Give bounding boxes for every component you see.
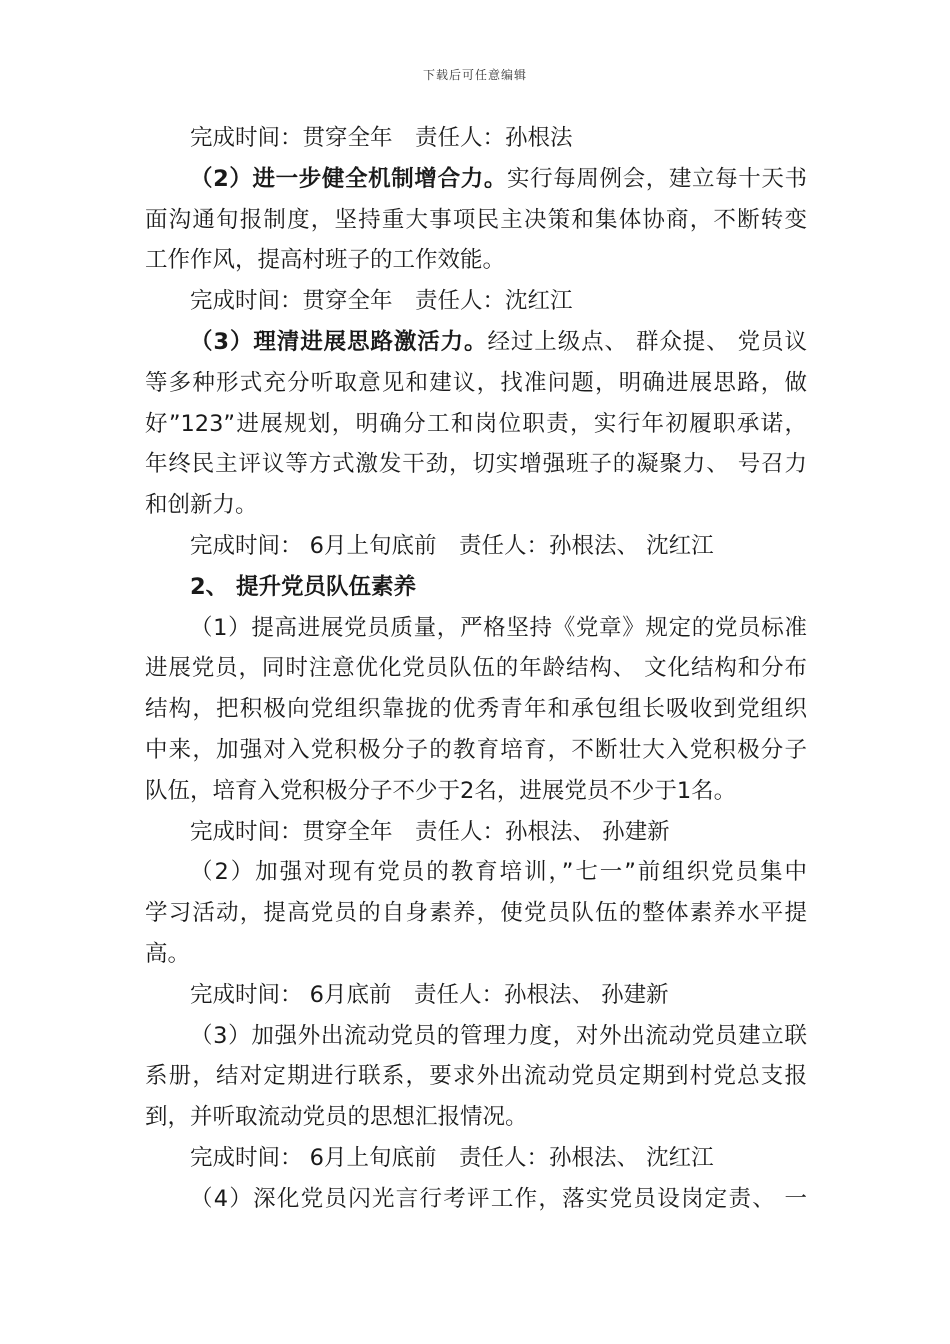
completion-line: 完成时间： 6月上旬底前 责任人：孙根法、 沈红江 [190, 1144, 714, 1171]
subsection-heading-line [145, 322, 807, 363]
paragraph-first-line: （1）提高进展党员质量，严格坚持《党章》规定的党员标准 [190, 614, 807, 641]
heading-continuation: 实行每周例会，建立每十天书 [506, 165, 807, 192]
subsection-heading: （3）理清进展思路激活力。 [190, 328, 488, 355]
paragraph-line: 系册，结对定期进行联系，要求外出流动党员定期到村党总支报 [145, 1063, 807, 1090]
paragraph-line: 学习活动，提高党员的自身素养，使党员队伍的整体素养水平提 [145, 900, 807, 927]
paragraph-first-line: （4）深化党员闪光言行考评工作，落实党员设岗定责、 一 [190, 1185, 807, 1212]
paragraph-last-line: 高。 [145, 940, 191, 967]
paragraph-last-line: 和创新力。 [145, 492, 258, 519]
paragraph-first-line: （2）加强对现有党员的教育培训，”七一”前组织党员集中 [190, 859, 807, 886]
completion-line: 完成时间：贯穿全年 责任人：孙根法 [190, 125, 573, 151]
subsection-heading-line [145, 159, 807, 200]
completion-line: 完成时间： 6月上旬底前 责任人：孙根法、 沈红江 [190, 532, 714, 559]
completion-line: 完成时间： 6月底前 责任人：孙根法、 孙建新 [190, 981, 669, 1008]
paragraph-line: 结构，把积极向党组织靠拢的优秀青年和承包组长吸收到党组织 [145, 696, 807, 723]
document-body [145, 118, 807, 1220]
paragraph-line: 中来，加强对入党积极分子的教育培育，不断壮大入党积极分子 [145, 736, 807, 763]
paragraph-line: 年终民主评议等方式激发干劲，切实增强班子的凝聚力、 号召力 [145, 451, 807, 478]
paragraph-last-line: 队伍，培育入党积极分子不少于2名，进展党员不少于1名。 [145, 777, 737, 804]
completion-line: 完成时间：贯穿全年 责任人：孙根法、 孙建新 [190, 818, 670, 845]
paragraph-last-line: 到，并听取流动党员的思想汇报情况。 [145, 1104, 528, 1131]
paragraph-last-line: 工作作风，提高村班子的工作效能。 [145, 247, 506, 274]
paragraph-first-line: （3）加强外出流动党员的管理力度，对外出流动党员建立联 [190, 1022, 807, 1049]
completion-line: 完成时间：贯穿全年 责任人：沈红江 [190, 288, 573, 315]
paragraph-line: 好”123”进展规划，明确分工和岗位职责，实行年初履职承诺， [145, 410, 807, 437]
paragraph-line: 等多种形式充分听取意见和建议，找准问题，明确进展思路，做 [145, 369, 807, 396]
heading-continuation: 经过上级点、 群众提、 党员议 [487, 328, 807, 355]
paragraph-line: 进展党员，同时注意优化党员队伍的年龄结构、 文化结构和分布 [145, 655, 807, 682]
paragraph-line: 面沟通旬报制度，坚持重大事项民主决策和集体协商，不断转变 [145, 206, 807, 233]
subsection-heading: （2）进一步健全机制增合力。 [190, 165, 507, 192]
page-header: 下载后可任意编辑 [422, 68, 527, 82]
section-heading: 2、 提升党员队伍素养 [190, 573, 416, 600]
